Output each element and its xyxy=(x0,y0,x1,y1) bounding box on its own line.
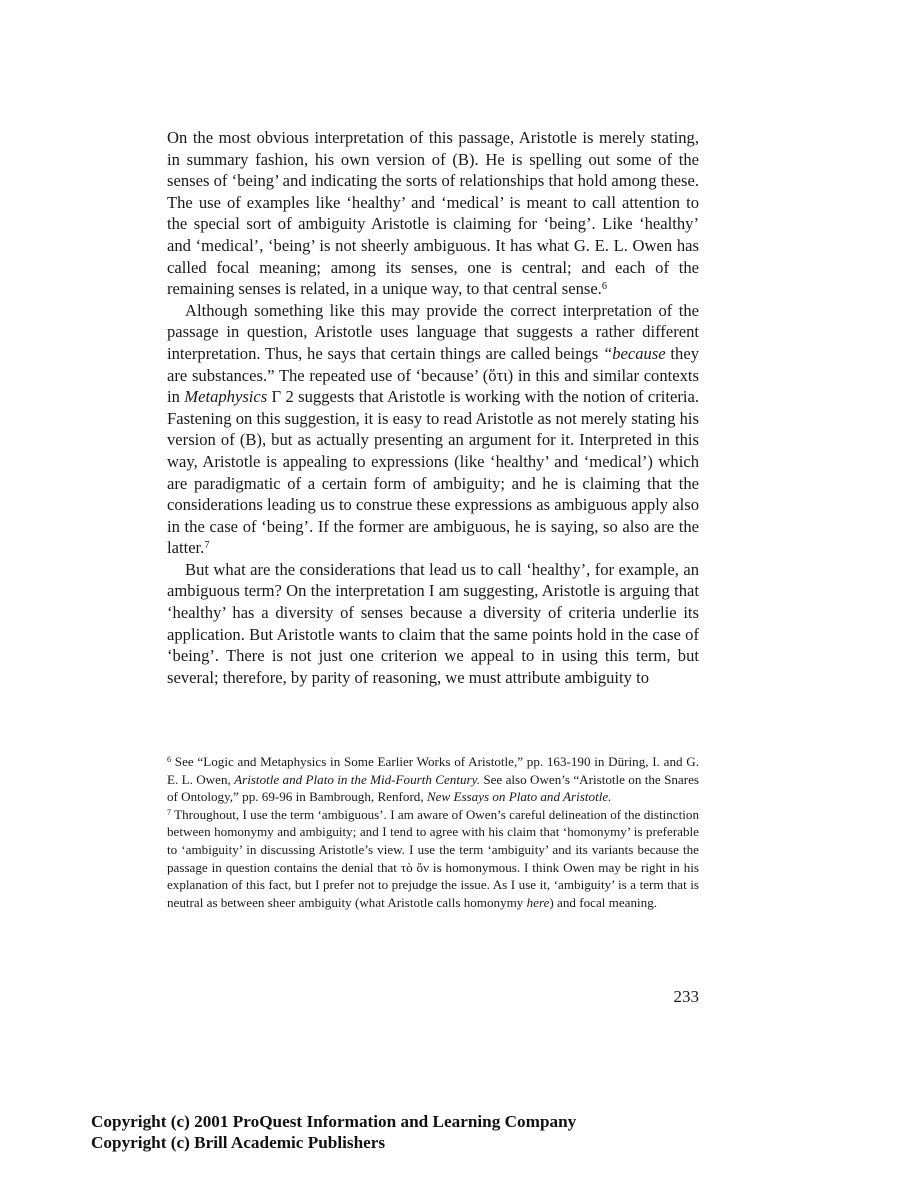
body-text xyxy=(167,127,699,688)
paragraph-3-text: But what are the considerations that lead us to call ‘healthy’, for example, an ambiguous term? On the interpretation I am suggesting, Aristotle is arguing that ‘healthy’ has a diversity of senses because a diversity of criteria underlie its application. But Aristotle wants to claim that the same points hold in the case of ‘being’. There is not just one criterion we appeal to in using this term, but several; therefore, by parity of reasoning, we must attribute ambiguity to xyxy=(167,559,699,687)
paragraph-2-book-title: Metaphysics xyxy=(184,387,268,407)
footnote-6-title-1: Aristotle and Plato in the Mid-Fourth Century. xyxy=(234,771,480,787)
paragraph-3 xyxy=(167,559,699,689)
copyright-line-1: Copyright (c) 2001 ProQuest Information and Learning Company xyxy=(91,1112,577,1131)
copyright-line-2: Copyright (c) Brill Academic Publishers xyxy=(91,1133,386,1152)
paragraph-1 xyxy=(167,127,699,300)
footnote-6-text-a: See “Logic and Metaphysics in Some Earlier Works of Aristotle,” pp. 163-190 in Düring, I. and G. E. L. Owen, xyxy=(167,754,699,787)
page-number: 233 xyxy=(673,987,699,1006)
footnote-7-text-b: ) and focal meaning. xyxy=(549,894,658,910)
paragraph-2-emphasis-because: “because xyxy=(603,343,666,363)
footnote-6-number: 6 xyxy=(167,754,172,764)
footnote-7-text-a: Throughout, I use the term ‘ambiguous’. I am aware of Owen’s careful delineation of the distinction between homonymy and ambiguity; and I tend to agree with his claim that ‘homonymy’ is preferable to ‘ambiguity’ in discussing Aristotle’s view. I use the term ‘ambiguity’ and its variants because the passage in question contains the denial that τὸ ὄν is homonymous. I think Owen may be right in his explanation of this fact, but I prefer not to prejudge the issue. As I use it, ‘ambiguity’ is a term that is neutral as between sheer ambiguity (what Aristotle calls homonymy xyxy=(167,806,699,910)
paragraph-2-text-c: Γ 2 suggests that Aristotle is working with the notion of criteria. Fastening on this suggestion, it is easy to read Aristotle as not merely stating his version of (B), but as actually presenting an argument for it. Interpreted in this way, Aristotle is appealing to expressions (like ‘healthy’ and ‘medical’) which are paradigmatic of a certain form of ambiguity; and he is claiming that the considerations leading us to construe these expressions as ambiguous apply also in the case of ‘being’. If the former are ambiguous, he is saying, so also are the latter. xyxy=(167,387,700,558)
paragraph-2-text-b: they are substances.” The repeated use of ‘because’ (ὅτι) in this and similar contexts in xyxy=(167,343,699,407)
footnotes xyxy=(167,753,699,911)
footnote-7 xyxy=(167,806,699,912)
paragraph-2 xyxy=(167,300,699,559)
footnote-6 xyxy=(167,753,699,806)
footnote-7-number: 7 xyxy=(167,807,172,817)
paragraph-2-text-a: Although something like this may provide the correct interpretation of the passage in question, Aristotle uses language that suggests a rather different interpretation. Thus, he says that certain things are called beings xyxy=(167,300,699,363)
footnote-7-emphasis-here: here xyxy=(526,894,550,910)
footnote-6-title-2: New Essays on Plato and Aristotle. xyxy=(426,789,612,805)
footnote-6-text-b: See also Owen’s “Aristotle on the Snares of Ontology,” pp. 69-96 in Bambrough, Renford, xyxy=(167,771,699,805)
footnote-ref-7: 7 xyxy=(204,540,210,552)
paragraph-1-text: On the most obvious interpretation of this passage, Aristotle is merely stating, in summary fashion, his own version of (B). He is spelling out some of the senses of ‘being’ and indicating the sorts of relationships that hold among these. The use of examples like ‘healthy’ and ‘medical’ is meant to call attention to the special sort of ambiguity Aristotle is claiming for ‘being’. Like ‘healthy’ and ‘medical’, ‘being’ is not sheerly ambiguous. It has what G. E. L. Owen has called focal meaning; among its senses, one is central; and each of the remaining senses is related, in a unique way, to that central sense. xyxy=(167,128,699,299)
footnote-ref-6: 6 xyxy=(601,281,607,293)
